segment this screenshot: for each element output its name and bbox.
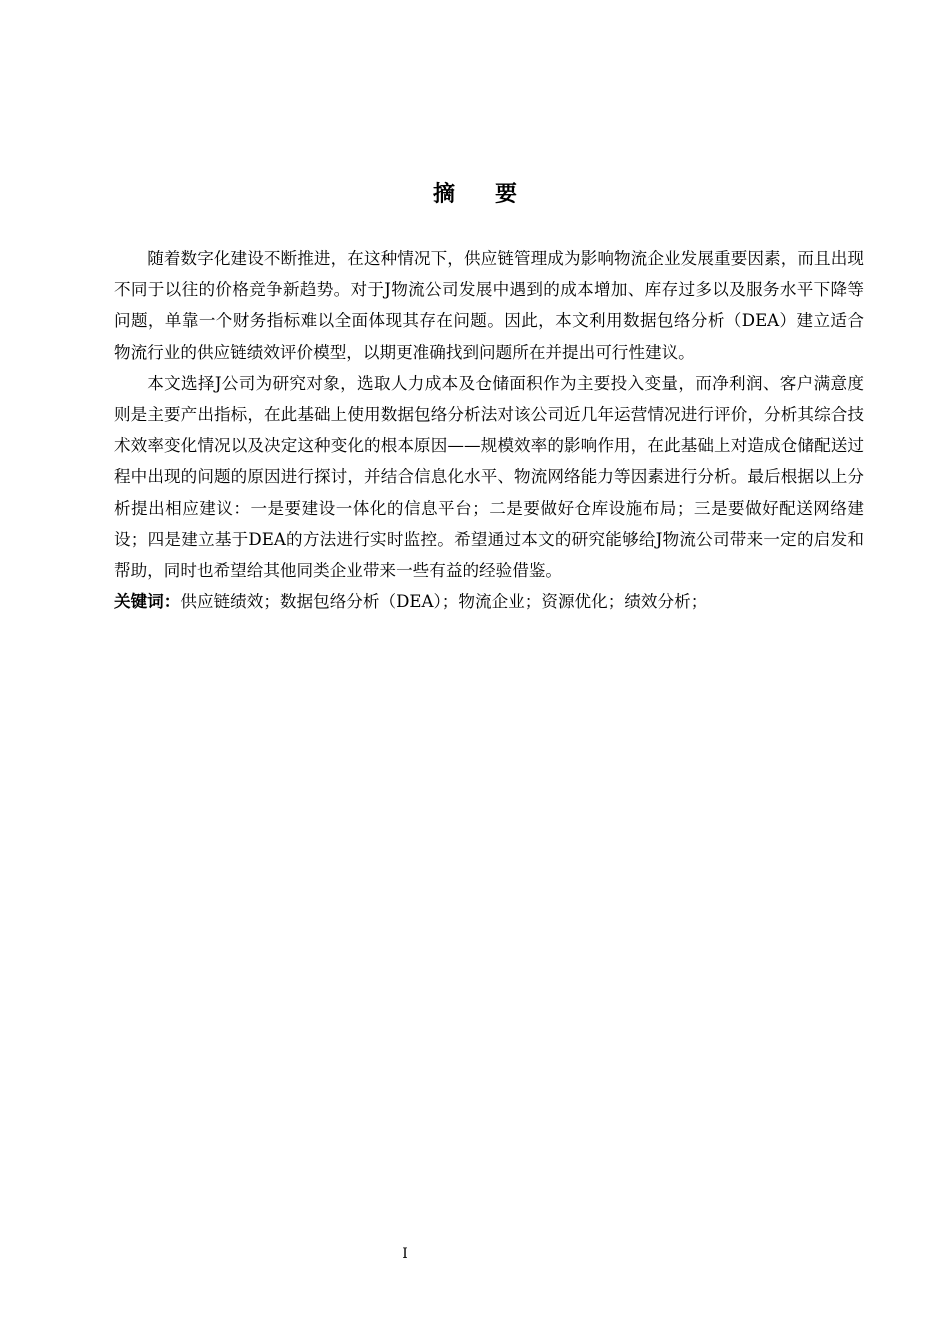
keywords-label: 关键词： [114,592,181,612]
abstract-title: 摘要 [432,182,557,207]
page-number: I [402,1246,408,1262]
keywords-text: 供应链绩效；数据包络分析（DEA）；物流企业；资源优化；绩效分析； [180,592,708,612]
abstract-paragraph-1: 随着数字化建设不断推进，在这种情况下，供应链管理成为影响物流企业发展重要因素，而且出现不同于以往的价格竞争新趋势。对于J物流公司发展中遇到的成本增加、库存过多以及服务水平下降等问题，单靠一个财务指标难以全面体现其存在问题。因此，本文利用数据包络分析（DEA）建立适合物流行业的供应链绩效评价模型，以期更准确找到问题所在并提出可行性建议。 [114,249,864,362]
keywords-line [114,586,864,617]
abstract-body [114,243,864,617]
abstract-paragraph-2: 本文选择J公司为研究对象，选取人力成本及仓储面积作为主要投入变量，而净利润、客户满意度则是主要产出指标，在此基础上使用数据包络分析法对该公司近几年运营情况进行评价，分析其综合技术效率变化情况以及决定这种变化的根本原因——规模效率的影响作用，在此基础上对造成仓储配送过程中出现的问题的原因进行探讨，并结合信息化水平、物流网络能力等因素进行分析。最后根据以上分析提出相应建议：一是要建设一体化的信息平台；二是要做好仓库设施布局；三是要做好配送网络建设；四是建立基于DEA的方法进行实时监控。希望通过本文的研究能够给J物流公司带来一定的启发和帮助，同时也希望给其他同类企业带来一些有益的经验借鉴。 [114,373,864,581]
